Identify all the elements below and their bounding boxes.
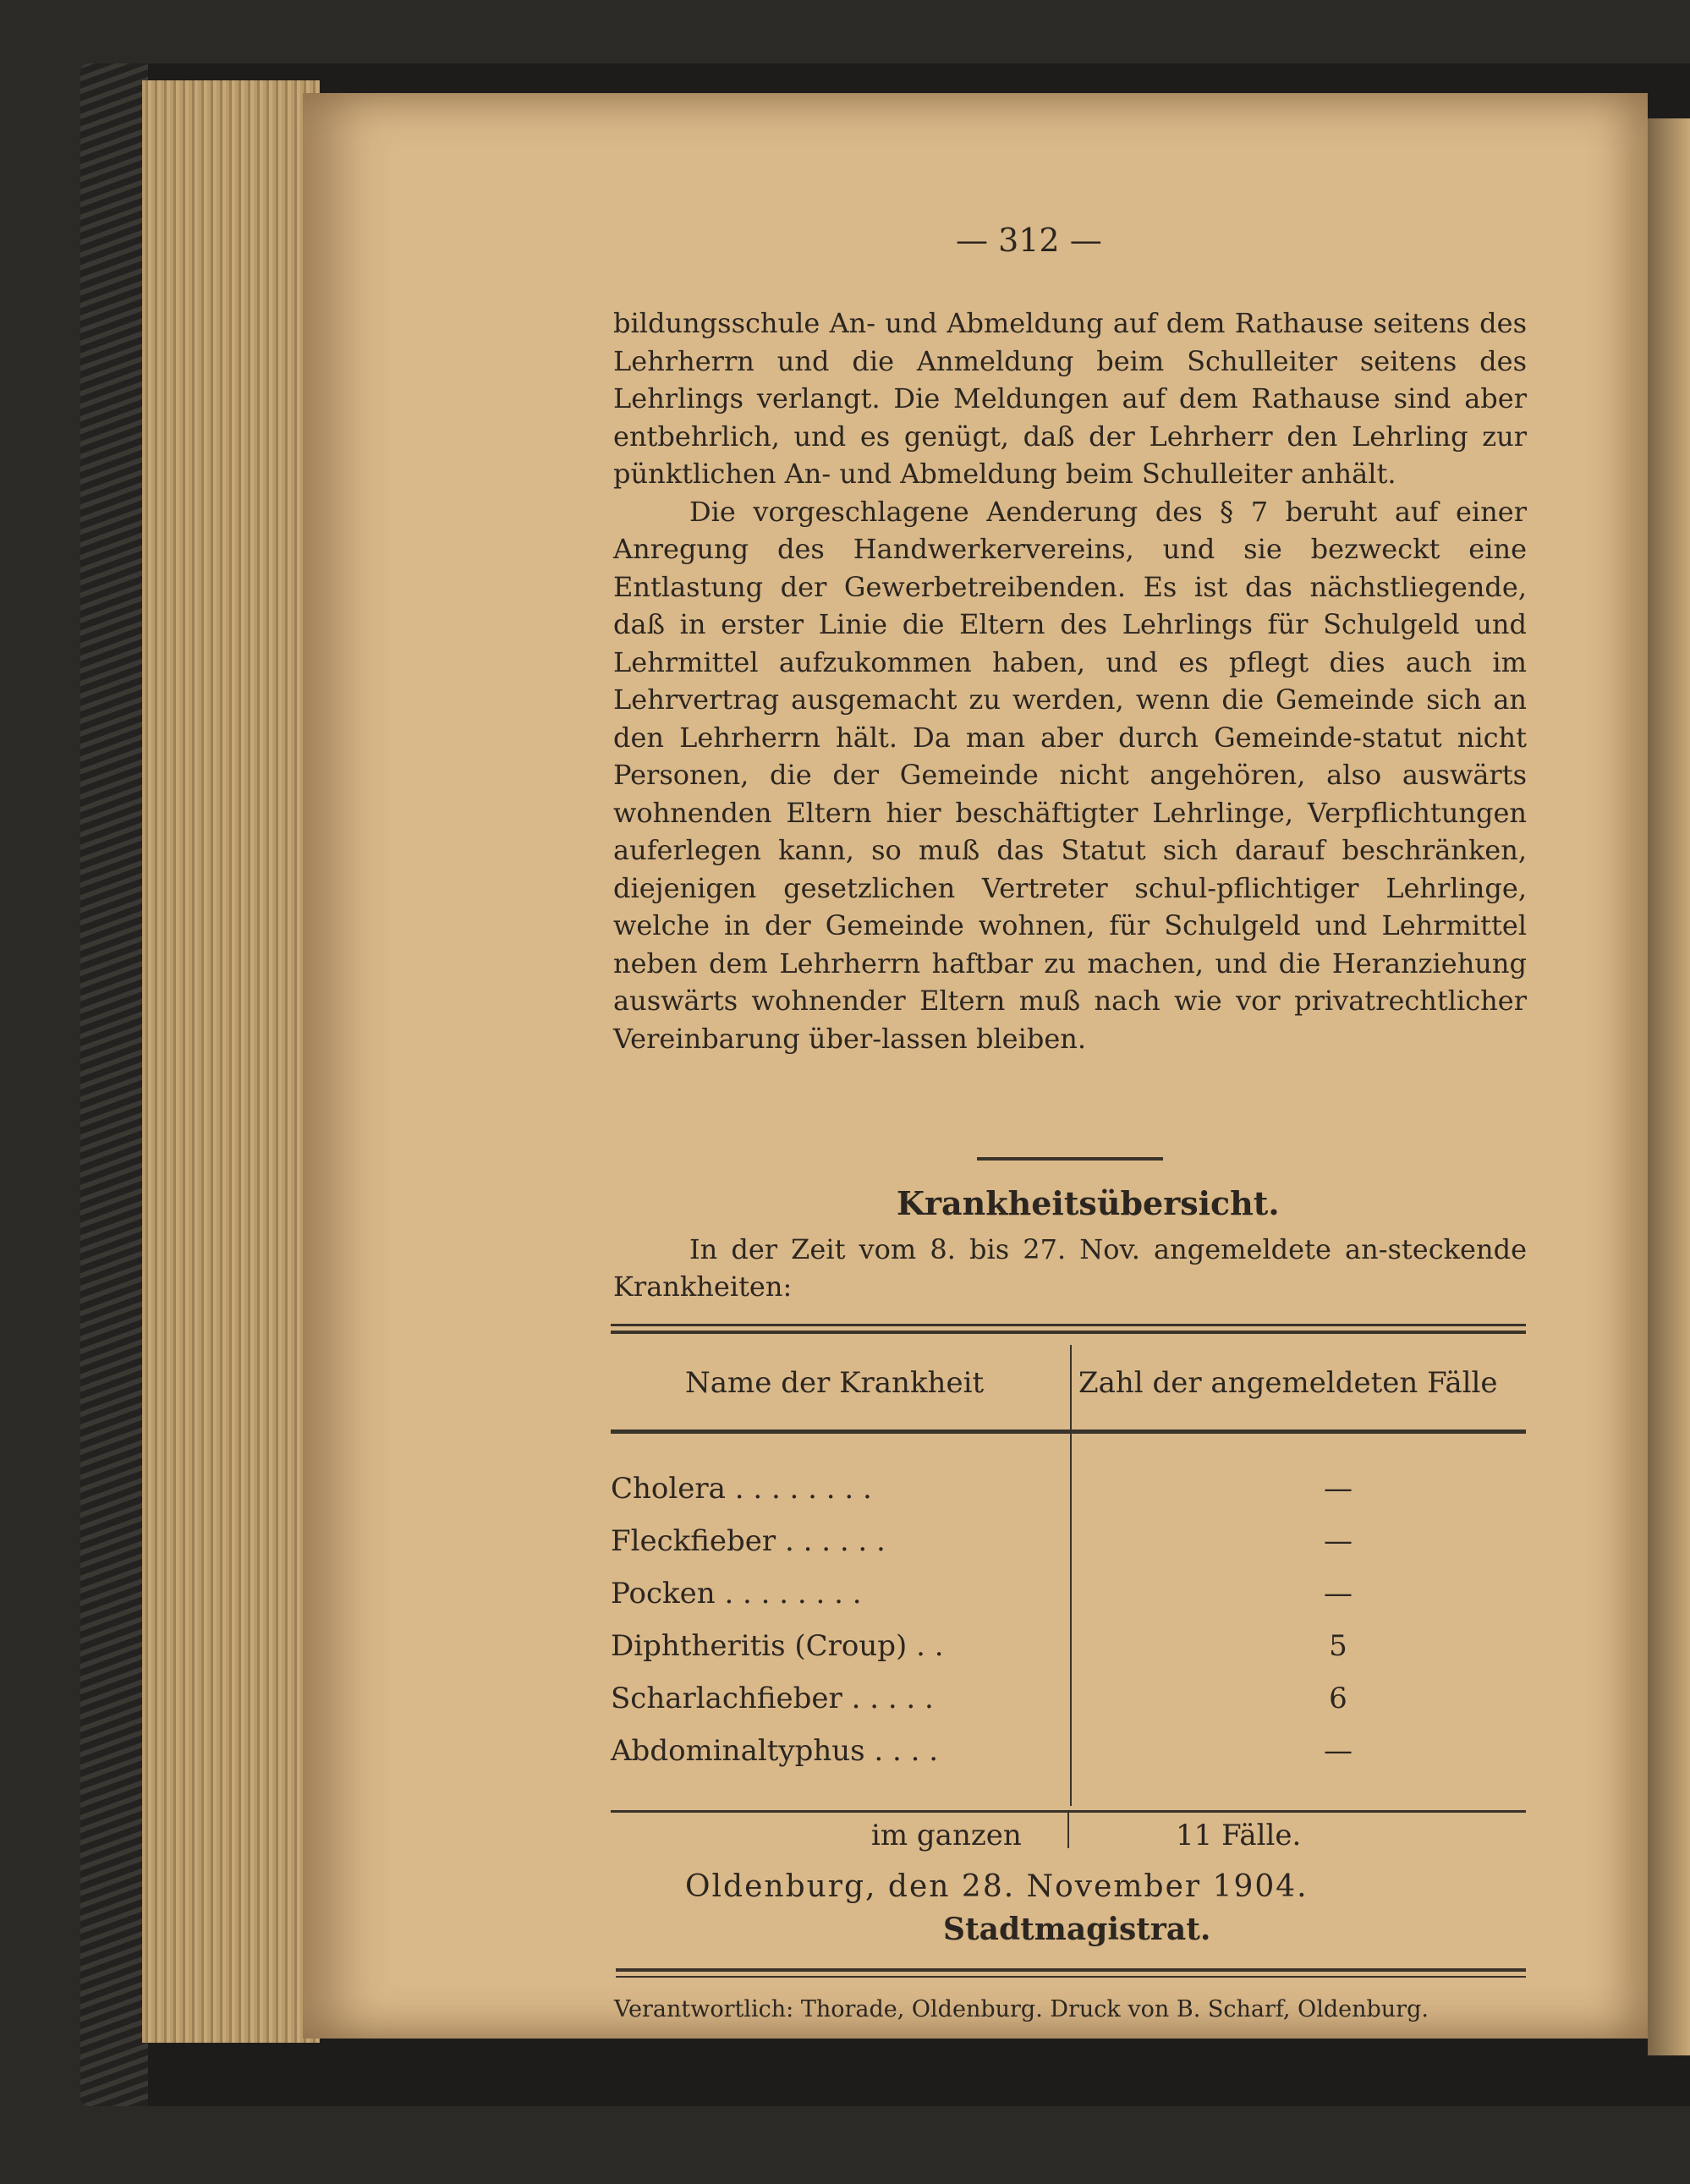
table-row <box>611 1472 1526 1523</box>
table-row <box>611 1682 1526 1732</box>
table-row <box>611 1577 1526 1627</box>
table-row <box>611 1734 1526 1785</box>
issuing-office: Stadtmagistrat. <box>943 1912 1211 1947</box>
case-count: 6 <box>1329 1682 1347 1715</box>
section-divider <box>977 1157 1163 1161</box>
table-row <box>611 1629 1526 1680</box>
header-case-count: Zahl der angemeldeten Fälle <box>1078 1366 1498 1400</box>
disease-name: Abdominaltyphus . . . . <box>611 1734 939 1768</box>
header-bottom-rule <box>611 1429 1526 1434</box>
case-count: — <box>1324 1577 1353 1611</box>
case-count: — <box>1324 1524 1353 1558</box>
page-number: — 312 — <box>956 222 1102 259</box>
total-value: 11 Fälle. <box>1176 1819 1302 1852</box>
case-count: — <box>1324 1472 1353 1506</box>
facing-page-edge <box>1648 118 1690 2055</box>
case-count: — <box>1324 1734 1353 1768</box>
body-text <box>613 305 1527 1057</box>
footer-rule-thin <box>616 1976 1526 1978</box>
footer-rule <box>616 1968 1526 1972</box>
paragraph-1: bildungsschule An- und Abmeldung auf dem Rathause seitens des Lehrherrn und die Anmeldung beim Schulleiter seitens des Lehrlings verlangt. Die Meldungen auf dem Rathause sind aber entbehrlich, und es genügt, daß der Lehrherr den Lehrling zur pünktlichen An- und Abmeldung beim Schulleiter anhält. <box>613 307 1527 490</box>
section-heading: Krankheitsübersicht. <box>897 1184 1280 1222</box>
header-disease-name: Name der Krankheit <box>685 1366 985 1400</box>
table-top-rule-thick <box>611 1331 1526 1334</box>
paragraph-2: Die vorgeschlagene Aenderung des § 7 beruht auf einer Anregung des Handwerkervereins, und sie bezweckt eine Entlastung der Gewerbetreibenden. Es ist das nächstliegende, daß in erster Linie die Eltern des Lehrlings für Schulgeld und Lehrmittel aufzukommen haben, und es pflegt dies auch im Lehrvertrag ausgemacht zu werden, wenn die Gemeinde sich an den Lehrherrn hält. Da man aber durch Gemeinde-statut nicht Personen, die der Gemeinde nicht angehören, also auswärts wohnenden Eltern hier beschäftigter Lehrlinge, Verpflichtungen auferlegen kann, so muß das Statut sich darauf beschränken, diejenigen gesetzlichen Vertreter schul-pflichtiger Lehrlinge, welche in der Gemeinde wohnen, für Schulgeld und Lehrmittel neben dem Lehrherrn haftbar zu machen, und die Heranziehung auswärts wohnender Eltern muß nach wie vor privatrechtlicher Vereinbarung über-lassen bleiben. <box>613 495 1527 1055</box>
total-label: im ganzen <box>871 1819 1022 1852</box>
printer-imprint: Verantwortlich: Thorade, Oldenburg. Druck von B. Scharf, Oldenburg. <box>614 1996 1429 2022</box>
page-edges <box>142 80 320 2043</box>
total-divider <box>1067 1810 1069 1848</box>
book-spine-edge <box>80 63 148 2106</box>
signature-line: Oldenburg, den 28. November 1904. <box>685 1869 1309 1904</box>
disease-name: Fleckfieber . . . . . . <box>611 1524 886 1558</box>
disease-name: Cholera . . . . . . . . <box>611 1472 872 1506</box>
disease-name: Pocken . . . . . . . . <box>611 1577 862 1611</box>
disease-name: Diphtheritis (Croup) . . <box>611 1629 944 1663</box>
table-intro: In der Zeit vom 8. bis 27. Nov. angemeldete an-steckende Krankheiten: <box>613 1233 1527 1303</box>
table-top-rule <box>611 1324 1526 1326</box>
table-row <box>611 1524 1526 1575</box>
disease-name: Scharlachfieber . . . . . <box>611 1682 934 1715</box>
case-count: 5 <box>1329 1629 1347 1663</box>
